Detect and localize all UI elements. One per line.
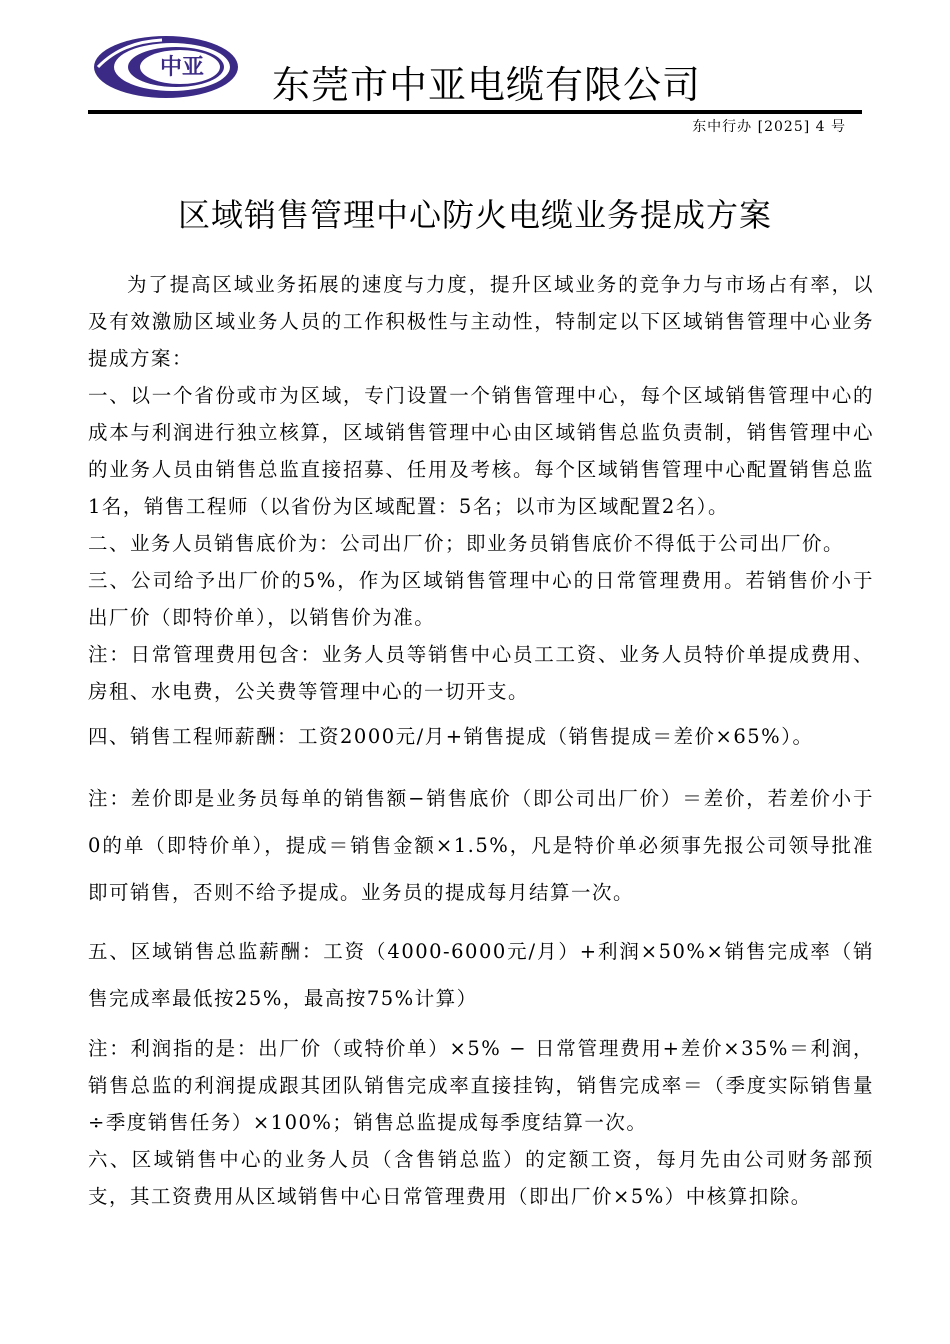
- logo-mark: [92, 34, 240, 100]
- document-title: 区域销售管理中心防火电缆业务提成方案: [177, 196, 772, 234]
- header-rule: [88, 110, 862, 114]
- clause-6: 六、区域销售中心的业务人员（含售销总监）的定额工资，每月先由公司财务部预支，其工资费用从区域销售中心日常管理费用（即出厂价×5%）中核算扣除。: [88, 1148, 874, 1208]
- clause-1: 一、以一个省份或市为区域，专门设置一个销售管理中心，每个区域销售管理中心的成本与利润进行独立核算，区域销售管理中心由区域销售总监负责制，销售管理中心的业务人员由销售总监直接招募、任用及考核。每个区域销售管理中心配置销售总监1名，销售工程师（以省份为区域配置：5名；以市为区域配置2名）。: [88, 384, 874, 518]
- company-name: 东莞市中亚电缆有限公司: [272, 63, 702, 107]
- note-profit: 注：利润指的是：出厂价（或特价单）×5% − 日常管理费用+差价×35%＝利润，销售总监的利润提成跟其团队销售完成率直接挂钩，销售完成率＝（季度实际销售量÷季度销售任务）×100%；销售总监提成每季度结算一次。: [88, 1037, 874, 1134]
- clause-4: 四、销售工程师薪酬：工资2000元/月+销售提成（销售提成＝差价×65%）。: [88, 725, 814, 748]
- clause-3: 三、公司给予出厂价的5%，作为区域销售管理中心的日常管理费用。若销售价小于出厂价（即特价单），以销售价为准。: [88, 569, 874, 629]
- note-price-difference: 注：差价即是业务员每单的销售额−销售底价（即公司出厂价）＝差价，若差价小于0的单（即特价单），提成＝销售金额×1.5%，凡是特价单必须事先报公司领导批准即可销售，否则不给予提成。业务员的提成每月结算一次。: [88, 787, 874, 904]
- note-management-fee: 注：日常管理费用包含：业务人员等销售中心员工工资、业务人员特价单提成费用、房租、水电费，公关费等管理中心的一切开支。: [88, 643, 874, 703]
- document-number: 东中行办 [2025] 4 号: [692, 119, 846, 135]
- logo-text: 中亚: [159, 55, 205, 80]
- document-body: [88, 266, 874, 1215]
- clause-2: 二、业务人员销售底价为：公司出厂价；即业务员销售底价不得低于公司出厂价。: [88, 532, 845, 555]
- intro-paragraph: 为了提高区域业务拓展的速度与力度，提升区域业务的竞争力与市场占有率，以及有效激励区域业务人员的工作积极性与主动性，特制定以下区域销售管理中心业务提成方案：: [88, 273, 874, 370]
- clause-5: 五、区域销售总监薪酬：工资（4000-6000元/月）+利润×50%×销售完成率（销售完成率最低按25%，最高按75%计算）: [88, 940, 874, 1010]
